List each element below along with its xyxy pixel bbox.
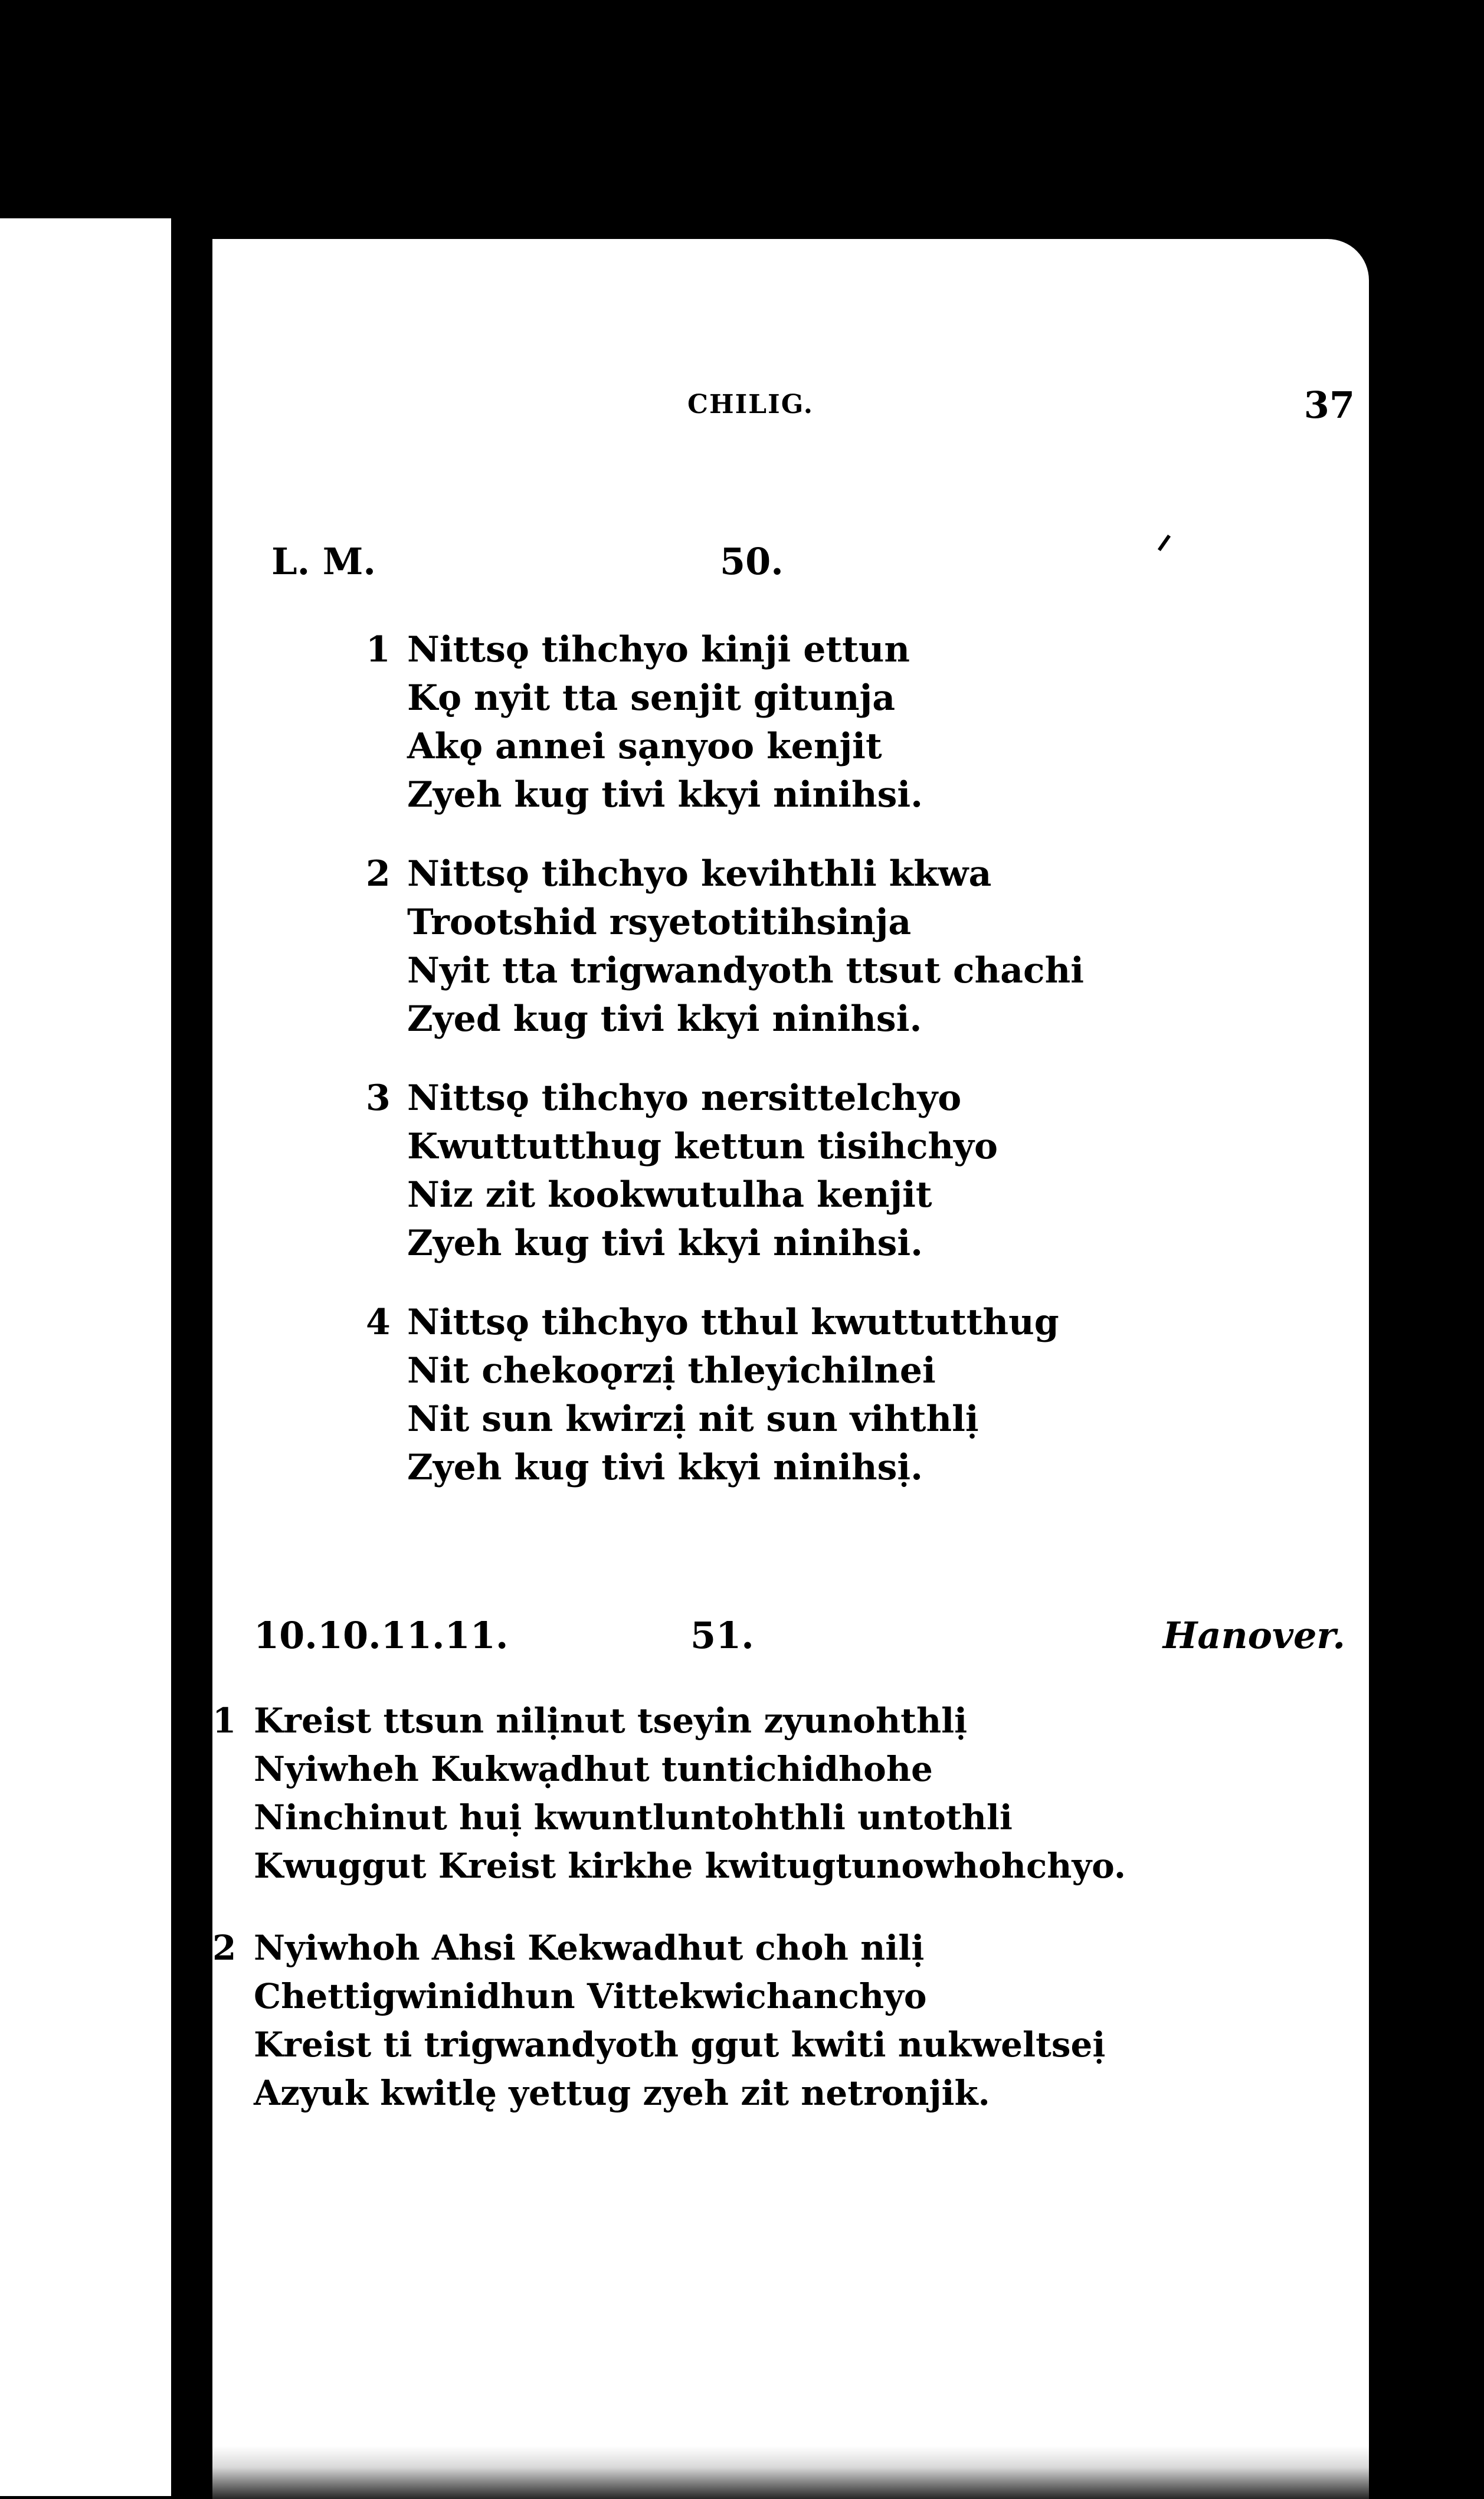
- facing-page-edge: [0, 218, 182, 2496]
- stanza: [212, 1696, 1126, 1890]
- stanza: [366, 1074, 998, 1267]
- page-number: 37: [1303, 384, 1355, 427]
- verse-line: Zyeh kug tivi kkyi ninihsi.: [407, 774, 923, 815]
- hymn-header: [212, 1614, 1369, 1667]
- hymn-header: [212, 540, 1369, 593]
- verse-line: Akǫ annei sạnyoo kenjit: [407, 726, 882, 767]
- verse-line: Zyeh kug tivi kkyi ninihsi.: [407, 1223, 923, 1264]
- stanza-number: 4: [366, 1302, 391, 1343]
- verse-line: Nit chekoǫrzị thleyichilnei: [407, 1350, 936, 1391]
- verse-line: Nittsǫ tihchyo kevihthli kkwa: [407, 853, 992, 895]
- verse-line: Nittsǫ tihchyo tthul kwuttutthug: [407, 1302, 1059, 1343]
- stanza-number: 2: [366, 853, 391, 895]
- hymn-number: 51.: [690, 1614, 754, 1657]
- hymn-meter: 10.10.11.11.: [254, 1614, 509, 1657]
- stanza-number: 2: [212, 1928, 237, 1968]
- verse-line: Zyeh kug tivi kkyi ninihsị.: [407, 1447, 923, 1488]
- page-bottom-edge: [212, 2446, 1369, 2499]
- book-page: [212, 239, 1369, 2499]
- verse-line: Nyit tta trigwandyoth ttsut chachi: [407, 950, 1085, 991]
- verse-line: Nittsǫ tihchyo kinji ettun: [407, 629, 910, 670]
- verse-line: Trootshid rsyetotitihsinja: [407, 902, 912, 943]
- hymn-meter: L. M.: [271, 540, 376, 583]
- stanza-number: 3: [366, 1077, 391, 1119]
- verse-line: Kreist ttsun nilịnut tseyin zyunohthlị: [254, 1701, 968, 1741]
- stanza: [212, 1924, 1106, 2117]
- verse-line: Kwuggut Kreist kirkhe kwitugtunowhohchyo.: [254, 1846, 1126, 1886]
- running-title: CHILIG.: [687, 389, 814, 420]
- verse-line: Nyiwheh Kukwạdhut tuntichidhohe: [254, 1749, 933, 1789]
- verse-line: Azyuk kwitlę yettug zyeh zit netronjik.: [254, 2073, 990, 2113]
- hymn-tune: Hanover.: [1162, 1614, 1345, 1657]
- verse-line: Nittsǫ tihchyo nersittelchyo: [407, 1077, 962, 1119]
- stanza: [366, 1298, 1059, 1492]
- verse-line: Nyiwhoh Ahsi Kekwadhut choh nilị: [254, 1928, 925, 1968]
- verse-line: Chettigwinidhun Vittekwichanchyo: [254, 1976, 927, 2016]
- verse-line: Nit sun kwirzị nit sun vihthlị: [407, 1398, 979, 1440]
- verse-line: Kǫ nyit tta senjit gitunja: [407, 677, 896, 719]
- verse-line: Ninchinut huị kwuntluntohthli untothli: [254, 1797, 1013, 1838]
- stanza-number: 1: [212, 1701, 237, 1741]
- stanza-number: 1: [366, 629, 391, 670]
- running-head: [212, 384, 1369, 437]
- verse-line: Kreist ti trigwandyoth ggut kwiti nukweltseị: [254, 2025, 1106, 2065]
- verse-line: Zyed kug tivi kkyi ninihsi.: [407, 998, 922, 1040]
- hymn-number: 50.: [720, 540, 784, 583]
- stanza: [366, 625, 923, 819]
- verse-line: Niz zit kookwutulha kenjit: [407, 1174, 932, 1216]
- stanza: [366, 850, 1085, 1043]
- verse-line: Kwuttutthug kettun tisihchyo: [407, 1126, 998, 1167]
